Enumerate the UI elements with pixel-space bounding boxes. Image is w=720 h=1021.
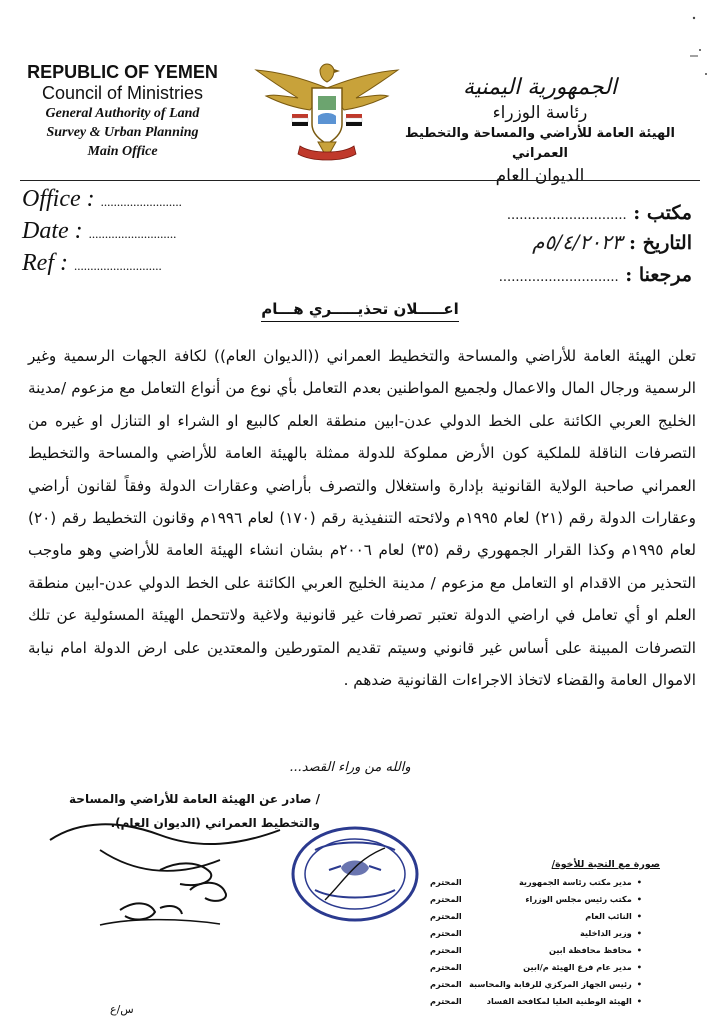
office-ar-dots: ............................. bbox=[506, 208, 627, 223]
ref-field-ar bbox=[499, 264, 692, 286]
country-name-en: REPUBLIC OF YEMEN bbox=[27, 62, 218, 82]
header-divider bbox=[20, 180, 700, 181]
ref-label-ar: مرجعنا : bbox=[625, 264, 692, 286]
recipient-honorific: المحترم bbox=[430, 996, 462, 1006]
copies-list-item bbox=[430, 993, 642, 1010]
issuer-line-2: والتخطيط العمراني (الديوان العام). bbox=[110, 816, 320, 830]
copies-list-item bbox=[430, 976, 642, 993]
recipient-name: • رئيس الجهاز المركزي للرقابة والمحاسبة bbox=[469, 976, 642, 993]
issuer-line-1: / صادر عن الهيئة العامة للأراضي والمساحة bbox=[69, 792, 320, 806]
recipient-honorific: المحترم bbox=[430, 928, 462, 938]
recipient-name: • النائب العام bbox=[585, 908, 642, 925]
date-label-ar: التاريخ : bbox=[629, 232, 692, 254]
notice-title bbox=[0, 300, 720, 318]
official-stamp bbox=[285, 820, 425, 928]
date-field-ar bbox=[532, 230, 692, 254]
recipient-name: • مدير عام فرع الهيئة م/ابين bbox=[523, 959, 642, 976]
office-name-ar: الديوان العام bbox=[495, 166, 585, 186]
handwritten-signature bbox=[40, 800, 300, 950]
recipient-name: • الهيئة الوطنية العليا لمكافحة الفساد bbox=[487, 993, 642, 1010]
authority-name-ar: الهيئة العامة للأراضي والمساحة والتخطيط العمراني bbox=[405, 126, 675, 161]
recipient-honorific: المحترم bbox=[430, 877, 462, 887]
office-label-ar: مكتب : bbox=[633, 202, 692, 224]
office-name-en: Main Office bbox=[87, 144, 158, 159]
recipient-honorific: المحترم bbox=[430, 979, 462, 989]
authority-name-en-1: General Authority of Land bbox=[45, 106, 200, 121]
date-label-en: Date : bbox=[22, 218, 83, 244]
copies-list-item bbox=[430, 959, 642, 976]
copies-list-item bbox=[430, 891, 642, 908]
copies-heading: صورة مع التحية للأخوة/ bbox=[551, 859, 660, 870]
scan-marks bbox=[684, 10, 714, 80]
copies-list bbox=[430, 874, 642, 1010]
copies-list-item bbox=[430, 925, 642, 942]
footer-code: س/ع bbox=[110, 1003, 134, 1016]
recipient-honorific: المحترم bbox=[430, 945, 462, 955]
closing-phrase: والله من وراء القصد... bbox=[289, 760, 411, 775]
recipient-name: • وزير الداخلية bbox=[580, 925, 642, 942]
english-letterhead bbox=[20, 62, 225, 161]
date-dots: ........................... bbox=[88, 226, 177, 241]
recipient-honorific: المحترم bbox=[430, 894, 462, 904]
ref-dots: ........................... bbox=[73, 258, 162, 273]
recipient-name: • محافظ محافظة ابين bbox=[549, 942, 642, 959]
recipient-name: • مدير مكتب رئاسة الجمهورية bbox=[519, 874, 642, 891]
arabic-letterhead bbox=[390, 74, 690, 188]
ref-label-en: Ref : bbox=[22, 250, 68, 276]
copies-list-item bbox=[430, 942, 642, 959]
date-value-ar: ٥/٤/٢٠٢٣م bbox=[532, 230, 623, 254]
council-name-en: Council of Ministries bbox=[41, 83, 204, 103]
authority-name-en-2: Survey & Urban Planning bbox=[46, 125, 199, 140]
copies-list-item bbox=[430, 874, 642, 891]
office-dots: ......................... bbox=[100, 194, 182, 209]
recipient-honorific: المحترم bbox=[430, 962, 462, 972]
presidency-name-ar: رئاسة الوزراء bbox=[492, 103, 588, 123]
office-field-ar bbox=[507, 202, 692, 224]
notice-body-paragraph: تعلن الهيئة العامة للأراضي والمساحة والتخطيط العمراني ((الديوان العام)) لكافة الجهات الرسمية وغير الرسمية ورجال المال والاعمال ولجميع المواطنين بعدم التعامل بأي نوع من أنواع التعامل مع مزعوم /مدينة الخليج العربي الكائنة على الخط الدولي عدن-ابين منطقة العلم كالبيع او الشراء او التنازل او غيره من التصرفات الناقلة للملكية كون الأرض مملوكة للدولة ممثلة بالهيئة العامة للأراضي والمساحة والتخطيط العمراني صاحبة الولاية القانونية بإدارة واستغلال والتصرف بأراضي وعقارات الدولة وفقاً لقانون أراضي وعقارات الدولة رقم (٢١) لعام ١٩٩٥م ولائحته التنفيذية رقم (١٧٠) لعام ١٩٩٦م وقانون التخطيط رقم (٢٠) لعام ١٩٩٥م وكذا القرار الجمهوري رقم (٣٥) لعام ٢٠٠٦م بشان انشاء الهيئة العامة للأراضي وهو ماوجب التحذير من الاقدام او التعامل مع مزعوم / مدينة الخليج العربي الكائنة على الخط الدولي عدن-ابين منطقة العلم او أي تعامل في اراضي الدولة تعتبر تصرفات غير قانونية ولاغية ولاتتحمل الهيئة المسئولية عن تلك التصرفات المبينة على أساس غير قانوني وسيتم تقديم المتورطين والمعتدين على ارض الدولة امام نيابة الاموال العامة والقضاء لاتخاذ الاجراءات القانونية ضدهم . bbox=[28, 347, 697, 690]
office-label-en: Office : bbox=[22, 186, 95, 212]
yemen-eagle-emblem bbox=[252, 58, 402, 166]
recipient-name: • مكتب رئيس مجلس الوزراء bbox=[525, 891, 642, 908]
notice-title-text: اعـــــلان تحذيـــــري هـــام bbox=[261, 300, 459, 322]
ref-field-en bbox=[22, 250, 162, 277]
recipient-honorific: المحترم bbox=[430, 911, 462, 921]
office-field-en bbox=[22, 186, 182, 213]
country-name-ar: الجمهورية اليمنية bbox=[462, 75, 618, 100]
date-field-en bbox=[22, 218, 176, 245]
ref-ar-dots: ............................. bbox=[498, 270, 619, 285]
notice-body bbox=[28, 340, 696, 696]
copies-list-item bbox=[430, 908, 642, 925]
